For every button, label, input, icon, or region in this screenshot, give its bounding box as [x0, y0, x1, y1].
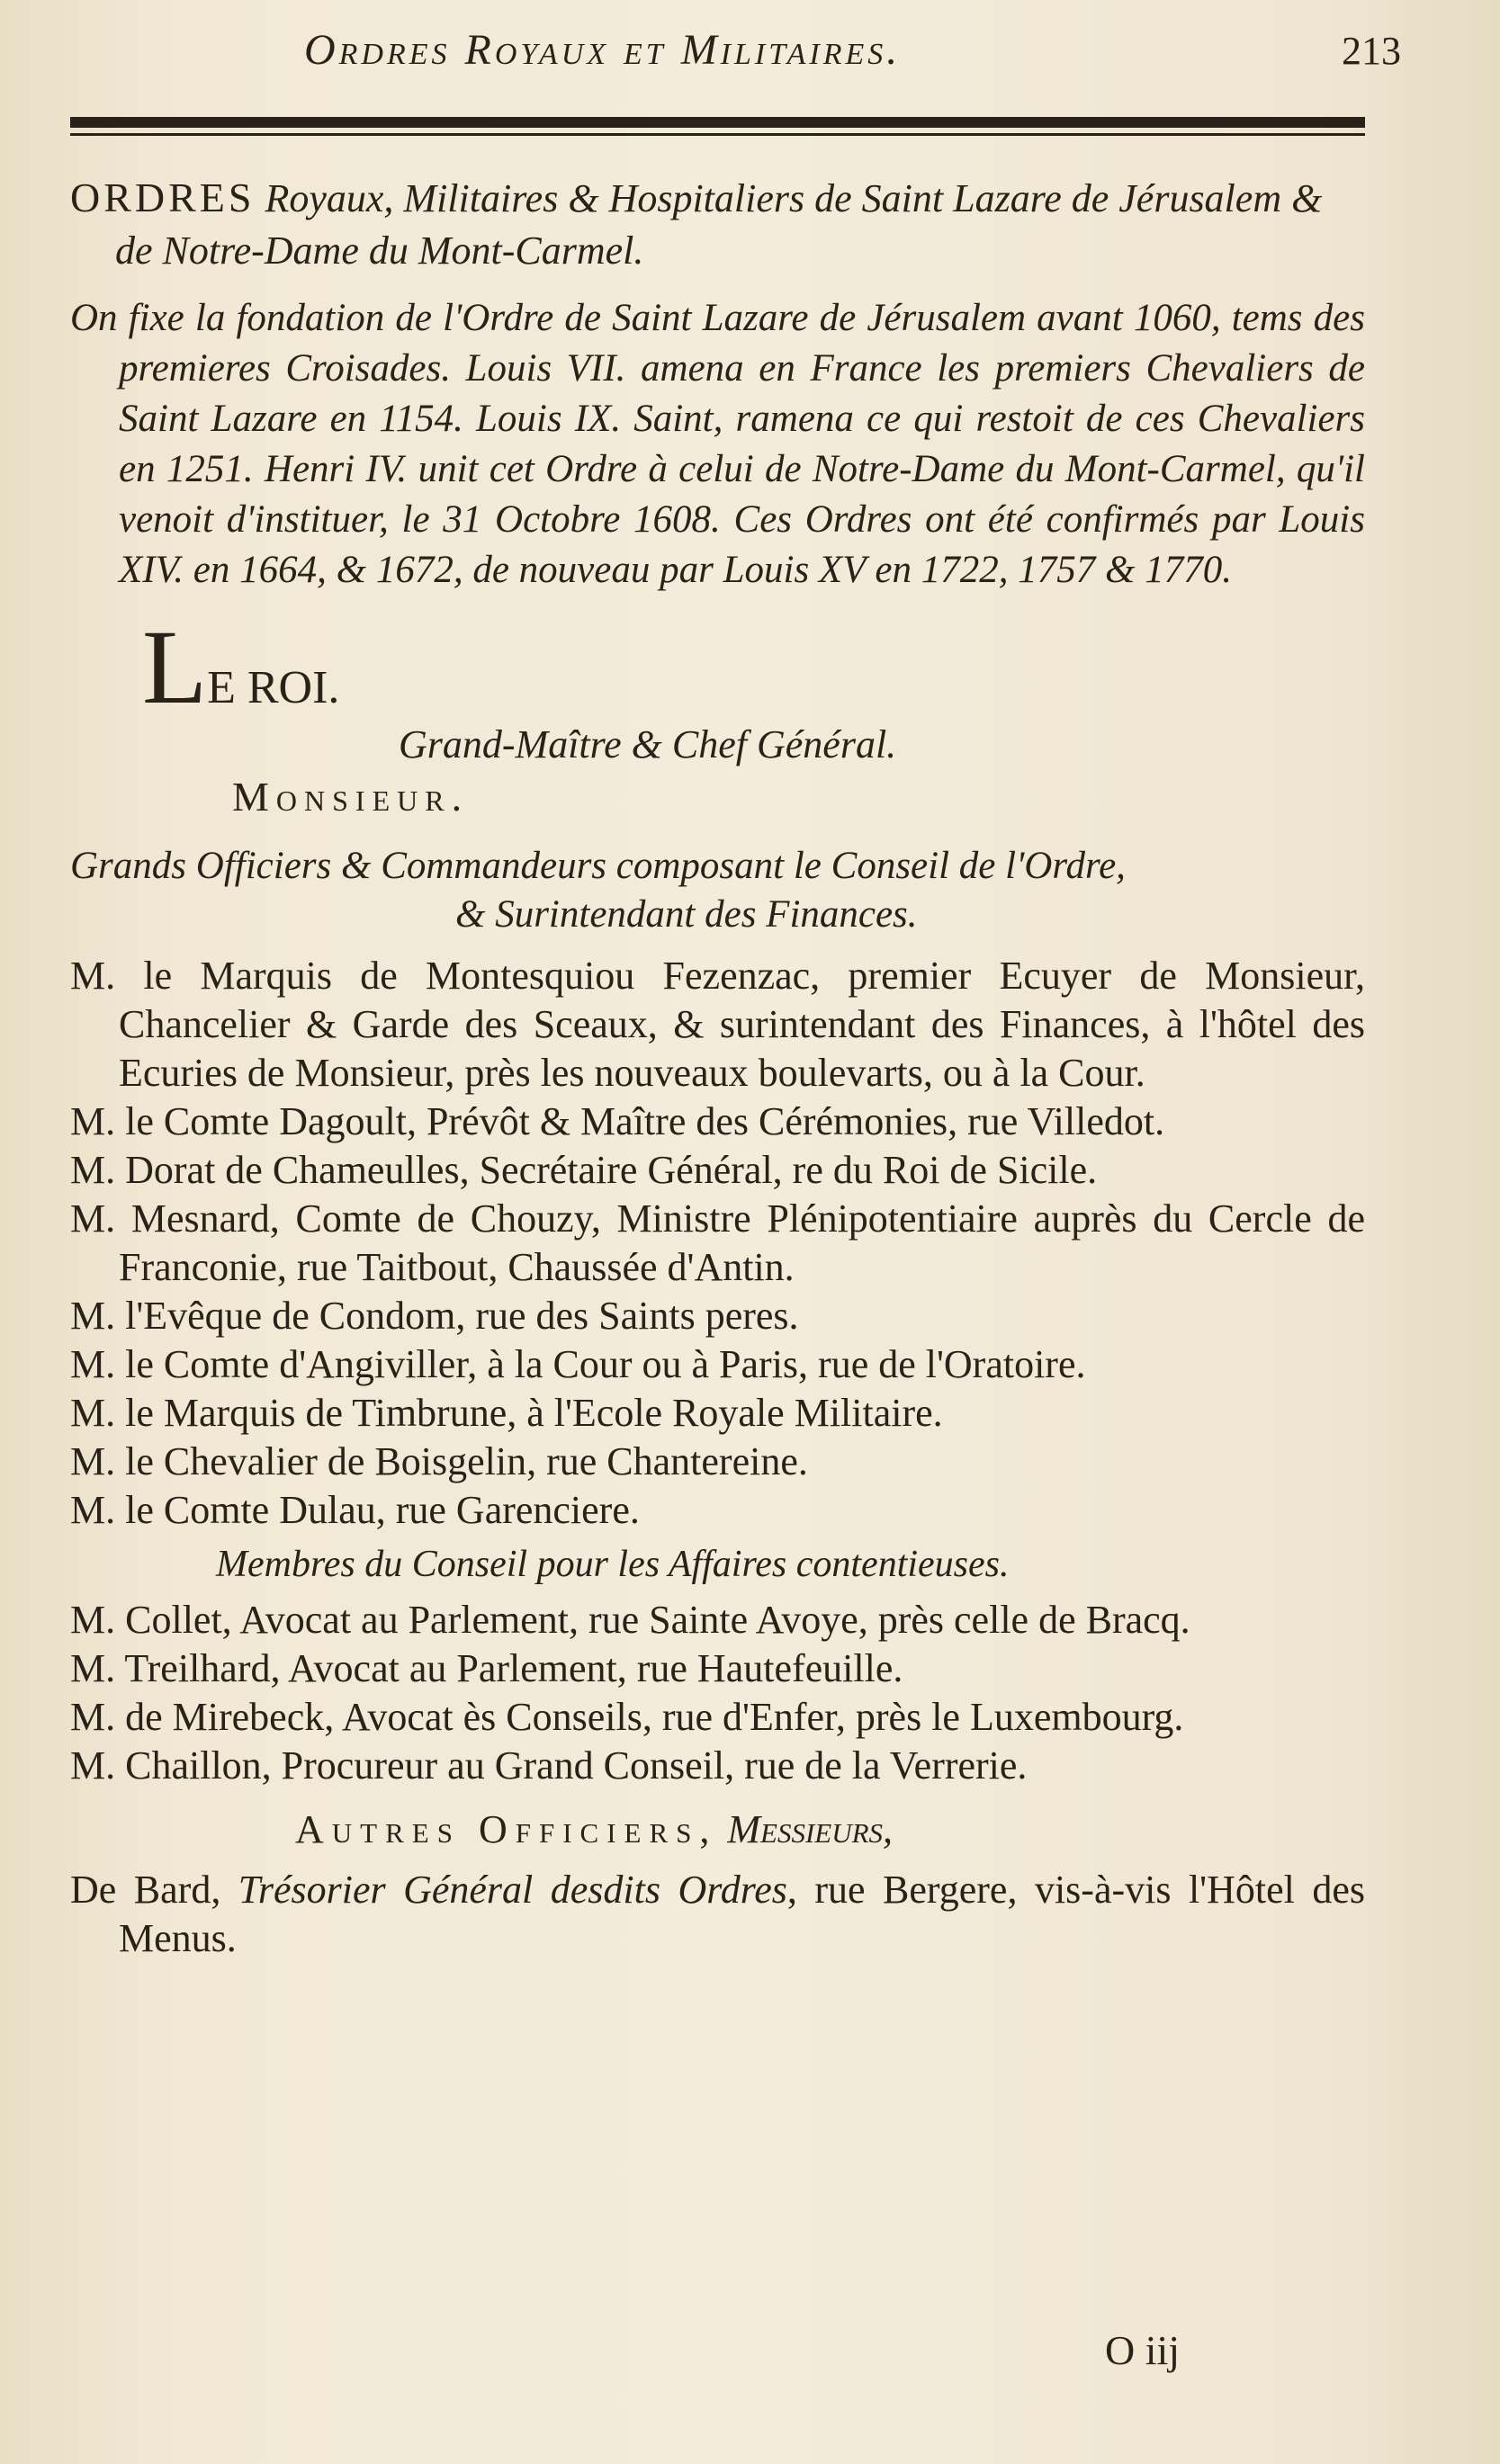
header-rule-thin	[70, 133, 1365, 136]
list-item: M. de Mirebeck, Avocat ès Conseils, rue d'Enfer, près le Luxembourg.	[70, 1695, 1184, 1739]
list-item: M. le Chevalier de Boisgelin, rue Chantereine.	[70, 1439, 808, 1483]
treasurer-name: De Bard,	[70, 1868, 238, 1912]
officers-section-heading	[70, 842, 1365, 939]
list-item: M. Chaillon, Procureur au Grand Conseil, rue de la Verrerie.	[70, 1743, 1028, 1788]
officers-heading-line1: Grands Officiers & Commandeurs composant le Conseil de l'Ordre,	[70, 845, 1126, 887]
treasurer-address: , rue Bergere, vis-à-vis l'Hôtel des Menus.	[119, 1868, 1365, 1960]
other-officers-heading	[295, 1803, 1365, 1857]
heading-caps: ORDRES	[70, 175, 256, 220]
grand-master-title: Grand-Maître & Chef Général.	[399, 722, 897, 766]
list-item: M. Mesnard, Comte de Chouzy, Ministre Plénipotentiaire auprès du Cercle de Franconie, rue Taitbout, Chaussée d'Antin.	[70, 1196, 1365, 1289]
king-rest: E ROI.	[207, 662, 340, 713]
officers-heading-line2: & Surintendant des Finances.	[455, 893, 918, 936]
section-heading	[70, 172, 1365, 277]
officers-list	[70, 952, 1365, 1535]
signature-mark: O iij	[1105, 2327, 1181, 2373]
list-item: M. le Comte Dulau, rue Garenciere.	[70, 1488, 640, 1532]
king-title	[142, 608, 1365, 726]
monsieur-name: Monsieur.	[232, 774, 470, 820]
treasurer-entry	[70, 1866, 1365, 1963]
list-item: M. le Marquis de Montesquiou Fezenzac, premier Ecuyer de Monsieur, Chancelier & Garde des Sceaux, & surintendant des Finances, à l'hôtel des Ecuries de Monsieur, près les nouveaux boulevarts, ou à la Cour.	[70, 954, 1365, 1095]
list-item: M. Treilhard, Avocat au Parlement, rue Hautefeuille.	[70, 1646, 903, 1690]
other-officers-caps: Autres Officiers,	[295, 1807, 718, 1851]
list-item: M. Collet, Avocat au Parlement, rue Sainte Avoye, près celle de Bracq.	[70, 1598, 1190, 1642]
running-title: Ordres Royaux et Militaires.	[304, 26, 902, 74]
dropcap: L	[142, 608, 208, 726]
heading-rest: Royaux, Militaires & Hospitaliers de Saint Lazare de Jérusalem & de Notre-Dame du Mont-Carmel.	[115, 176, 1323, 273]
members-list	[70, 1596, 1365, 1790]
list-item: M. Dorat de Chameulles, Secrétaire Général, re du Roi de Sicile.	[70, 1148, 1098, 1192]
members-section-heading: Membres du Conseil pour les Affaires contentieuses.	[216, 1544, 1010, 1585]
list-item: M. le Comte d'Angiviller, à la Cour ou à Paris, rue de l'Oratoire.	[70, 1342, 1086, 1386]
intro-paragraph: On fixe la fondation de l'Ordre de Saint Lazare de Jérusalem avant 1060, tems des premieres Croisades. Louis VII. amena en France les premiers Chevaliers de Saint Lazare en 1154. Louis IX. Saint, ramena ce qui restoit de ces Chevaliers en 1251. Henri IV. unit cet Ordre à celui de Notre-Dame du Mont-Carmel, qu'il venoit d'instituer, le 31 Octobre 1608. Ces Ordres ont été confirmés par Louis XIV. en 1664, & 1672, de nouveau par Louis XV en 1722, 1757 & 1770.	[70, 297, 1365, 591]
list-item: M. l'Evêque de Condom, rue des Saints peres.	[70, 1294, 799, 1338]
header-rule-thick	[70, 117, 1365, 128]
running-head	[70, 25, 1401, 97]
other-officers-messieurs: Messieurs,	[717, 1807, 894, 1851]
page-number: 213	[1342, 29, 1401, 73]
list-item: M. le Marquis de Timbrune, à l'Ecole Royale Militaire.	[70, 1391, 943, 1435]
treasurer-title: Trésorier Général desdits Ordres	[238, 1868, 787, 1912]
list-item: M. le Comte Dagoult, Prévôt & Maître des Cérémonies, rue Villedot.	[70, 1099, 1165, 1143]
